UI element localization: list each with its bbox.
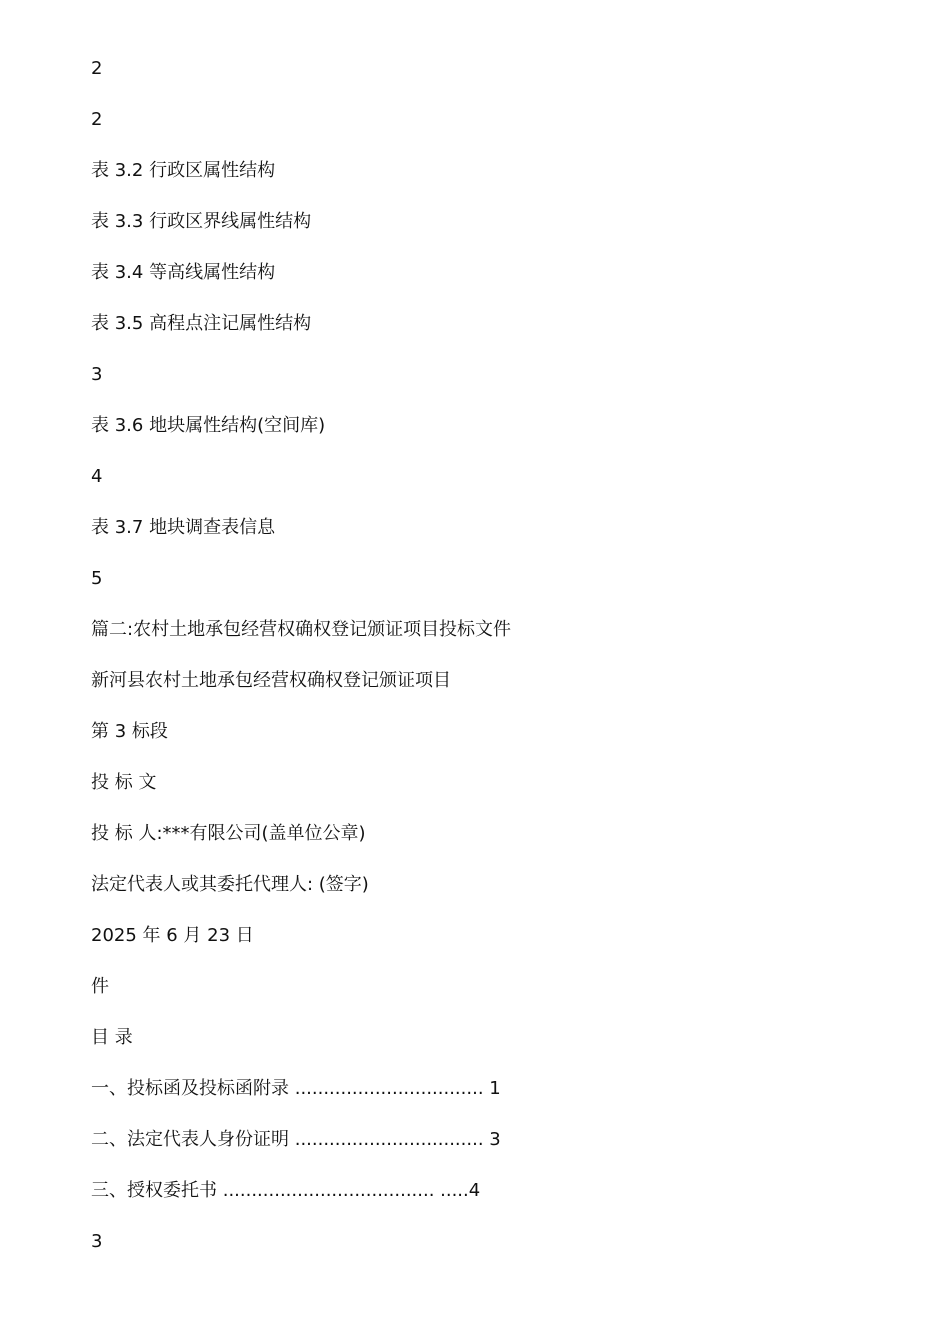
page-number-line: 5	[91, 568, 103, 589]
bid-document-title: 投 标 文	[91, 772, 157, 793]
table-caption-3-5: 表 3.5 高程点注记属性结构	[91, 313, 312, 334]
table-caption-3-3: 表 3.3 行政区界线属性结构	[91, 211, 312, 232]
toc-entry: 一、投标函及投标函附录 ................................. 1	[91, 1078, 501, 1099]
document-body	[91, 43, 511, 1267]
page-number-line: 3	[91, 1231, 103, 1252]
page-number-line: 3	[91, 364, 103, 385]
table-caption-3-6: 表 3.6 地块属性结构(空间库)	[91, 415, 326, 436]
title-fragment: 件	[91, 976, 109, 997]
bidder-line: 投 标 人:***有限公司(盖单位公章)	[91, 823, 366, 844]
toc-entry: 三、授权委托书 ..................................... .....4	[91, 1180, 481, 1201]
bid-section: 第 3 标段	[91, 721, 168, 742]
page-number-line: 2	[91, 109, 103, 130]
table-caption-3-2: 表 3.2 行政区属性结构	[91, 160, 276, 181]
representative-line: 法定代表人或其委托代理人: (签字)	[91, 874, 369, 895]
toc-heading: 目 录	[91, 1027, 133, 1048]
page-number-line: 4	[91, 466, 103, 487]
table-caption-3-7: 表 3.7 地块调查表信息	[91, 517, 276, 538]
document-date: 2025 年 6 月 23 日	[91, 925, 254, 946]
table-caption-3-4: 表 3.4 等高线属性结构	[91, 262, 276, 283]
section-heading: 篇二:农村土地承包经营权确权登记颁证项目投标文件	[91, 619, 512, 640]
page-number-line: 2	[91, 58, 103, 79]
toc-entry: 二、法定代表人身份证明 ................................. 3	[91, 1129, 501, 1150]
project-title: 新河县农村土地承包经营权确权登记颁证项目	[91, 670, 451, 691]
